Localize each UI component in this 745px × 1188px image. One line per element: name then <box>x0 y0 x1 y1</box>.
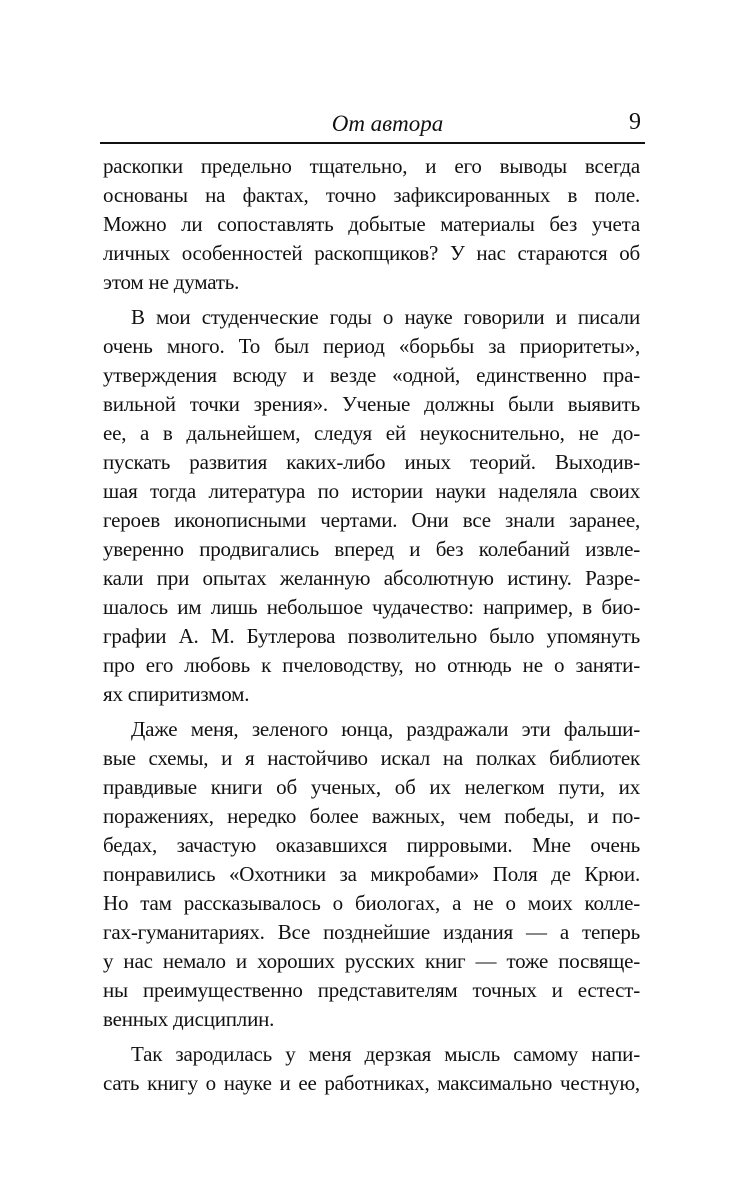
running-header <box>100 108 645 144</box>
text-line: героев иконописными чертами. Они все знали заранее, <box>103 508 640 532</box>
paragraph-1 <box>103 152 640 297</box>
text-line: этом не думать. <box>103 270 240 294</box>
text-line: ях спиритизмом. <box>103 682 250 706</box>
text-line: уверенно продвигались вперед и без колебаний извле- <box>103 537 640 561</box>
text-line: вильной точки зрения». Ученые должны были выявить <box>103 392 640 416</box>
body-text <box>103 152 640 1098</box>
running-title: От автора <box>331 111 444 136</box>
text-line: пускать развития каких-либо иных теорий. Выходив- <box>103 450 640 474</box>
text-line: графии А. М. Бутлерова позволительно было упомянуть <box>103 624 640 648</box>
text-line: Так зародилась у меня дерзкая мысль самому напи- <box>131 1042 640 1066</box>
text-line: шая тогда литература по истории науки наделяла своих <box>103 479 640 503</box>
text-line: Даже меня, зеленого юнца, раздражали эти фальши- <box>131 717 640 741</box>
paragraph-3 <box>103 715 640 1034</box>
text-line: понравились «Охотники за микробами» Поля де Крюи. <box>103 862 640 886</box>
page-number: 9 <box>629 109 641 135</box>
text-line: бедах, зачастую оказавшихся пирровыми. Мне очень <box>103 833 640 857</box>
text-line: Можно ли сопоставлять добытые материалы без учета <box>103 212 640 236</box>
text-line: личных особенностей раскопщиков? У нас стараются об <box>103 241 640 265</box>
text-line: ны преимущественно представителям точных и естест- <box>103 978 640 1002</box>
text-line: у нас немало и хороших русских книг — тоже посвяще- <box>103 949 640 973</box>
text-line: утверждения всюду и везде «одной, единственно пра- <box>103 363 640 387</box>
text-line: Но там рассказывалось о биологах, а не о моих колле- <box>103 891 640 915</box>
text-line: кали при опытах желанную абсолютную истину. Разре- <box>103 566 640 590</box>
text-line: вые схемы, и я настойчиво искал на полках библиотек <box>103 746 640 770</box>
text-line: гах-гуманитариях. Все позднейшие издания — а теперь <box>103 920 640 944</box>
paragraph-4 <box>103 1040 640 1098</box>
text-line: правдивые книги об ученых, об их нелегком пути, их <box>103 775 640 799</box>
text-line: венных дисциплин. <box>103 1007 275 1031</box>
paragraph-2 <box>103 303 640 709</box>
text-line: ее, а в дальнейшем, следуя ей неукоснительно, не до- <box>103 421 640 445</box>
text-line: сать книгу о науке и ее работниках, максимально честную, <box>103 1071 640 1095</box>
text-line: основаны на фактах, точно зафиксированных в поле. <box>103 183 640 207</box>
text-line: В мои студенческие годы о науке говорили и писали <box>131 305 640 329</box>
text-line: про его любовь к пчеловодству, но отнюдь не о заняти- <box>103 653 640 677</box>
text-line: шалось им лишь небольшое чудачество: например, в био- <box>103 595 640 619</box>
text-line: очень много. То был период «борьбы за приоритеты», <box>103 334 640 358</box>
text-line: поражениях, нередко более важных, чем победы, и по- <box>103 804 640 828</box>
text-line: раскопки предельно тщательно, и его выводы всегда <box>103 154 640 178</box>
